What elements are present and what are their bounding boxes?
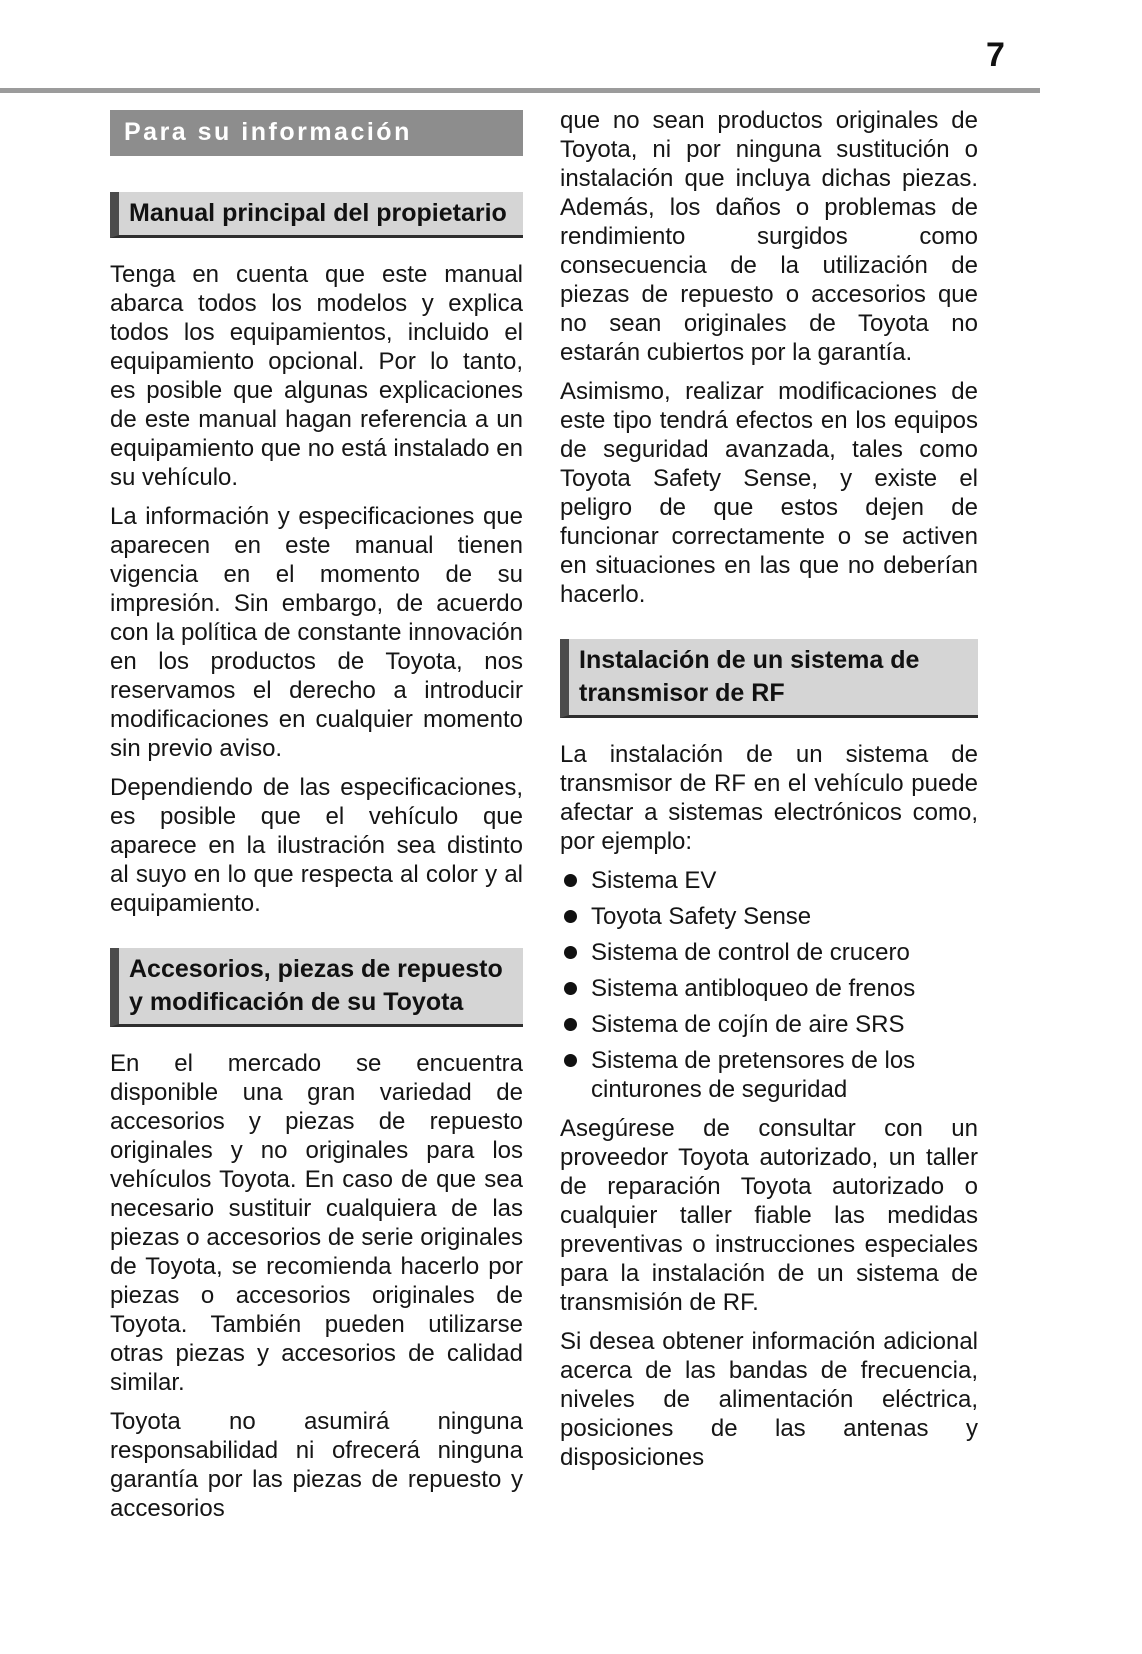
list-item-label: Sistema de pretensores de los cinturones de seguridad	[591, 1047, 916, 1103]
paragraph: Tenga en cuenta que este manual abarca todos los modelos y explica todos los equipamientos, incluido el equipamiento opcional. Por lo tanto, es posible que algunas explicaciones de este manual hagan referencia a un equipamiento que no está instalado en su vehículo.	[110, 261, 523, 491]
bullet-icon	[564, 1018, 577, 1031]
systems-bullet-list	[560, 866, 978, 1104]
chapter-title-bar: Para su información	[110, 110, 523, 156]
left-column	[110, 106, 523, 1533]
paragraph: que no sean productos originales de Toyota, ni por ninguna sustitución o instalación que incluya dichas piezas. Además, los daños o problemas de rendimiento surgidos como consecuencia de la utilización de piezas de repuesto o accesorios que no sean originales de Toyota no estarán cubiertos por la garantía.	[560, 107, 978, 366]
paragraph: Asimismo, realizar modificaciones de este tipo tendrá efectos en los equipos de seguridad avanzada, tales como Toyota Safety Sense, y existe el peligro de que estos dejen de funcionar correctamente o se activen en situaciones en las que no deberían hacerlo.	[560, 378, 978, 608]
paragraph: Asegúrese de consultar con un proveedor Toyota autorizado, un taller de reparación Toyota autorizado o cualquier taller fiable las medidas preventivas o instrucciones especiales para la instalación de un sistema de transmisión de RF.	[560, 1115, 978, 1316]
list-item	[564, 866, 978, 895]
paragraph: La información y especificaciones que aparecen en este manual tienen vigencia en el momento de su impresión. Sin embargo, de acuerdo con la política de constante innovación en los productos de Toyota, nos reservamos el derecho a introducir modificaciones en cualquier momento sin previo aviso.	[110, 503, 523, 762]
page-number: 7	[986, 36, 1005, 74]
list-item-label: Sistema EV	[591, 867, 717, 894]
right-column	[560, 106, 978, 1533]
paragraph: Si desea obtener información adicional acerca de las bandas de frecuencia, niveles de alimentación eléctrica, posiciones de las antenas y disposiciones	[560, 1328, 978, 1471]
paragraph: Dependiendo de las especificaciones, es posible que el vehículo que aparece en la ilustración sea distinto al suyo en lo que respecta al color y al equipamiento.	[110, 774, 523, 917]
list-item	[564, 938, 978, 967]
list-item	[564, 974, 978, 1003]
list-item	[564, 902, 978, 931]
header-rule	[0, 88, 1040, 93]
section-header-accesorios: Accesorios, piezas de repuesto y modificación de su Toyota	[110, 948, 523, 1027]
bullet-icon	[564, 910, 577, 923]
section-header-manual-principal: Manual principal del propietario	[110, 192, 523, 238]
list-item-label: Sistema de cojín de aire SRS	[591, 1011, 905, 1038]
list-item	[564, 1046, 978, 1104]
bullet-icon	[564, 1054, 577, 1067]
section-header-instalacion-rf: Instalación de un sistema de transmisor de RF	[560, 639, 978, 718]
bullet-icon	[564, 874, 577, 887]
bullet-icon	[564, 946, 577, 959]
list-item-label: Toyota Safety Sense	[591, 903, 812, 930]
list-item-label: Sistema antibloqueo de frenos	[591, 975, 916, 1002]
paragraph: Toyota no asumirá ninguna responsabilidad ni ofrecerá ninguna garantía por las piezas de repuesto y accesorios	[110, 1408, 523, 1522]
list-item	[564, 1010, 978, 1039]
paragraph: En el mercado se encuentra disponible una gran variedad de accesorios y piezas de repuesto originales y no originales para los vehículos Toyota. En caso de que sea necesario sustituir cualquiera de las piezas o accesorios de serie originales de Toyota, se recomienda hacerlo por piezas o accesorios originales de Toyota. También pueden utilizarse otras piezas y accesorios de calidad similar.	[110, 1050, 523, 1396]
paragraph: La instalación de un sistema de transmisor de RF en el vehículo puede afectar a sistemas electrónicos como, por ejemplo:	[560, 741, 978, 855]
page-columns	[110, 106, 978, 1533]
list-item-label: Sistema de control de crucero	[591, 939, 910, 966]
bullet-icon	[564, 982, 577, 995]
